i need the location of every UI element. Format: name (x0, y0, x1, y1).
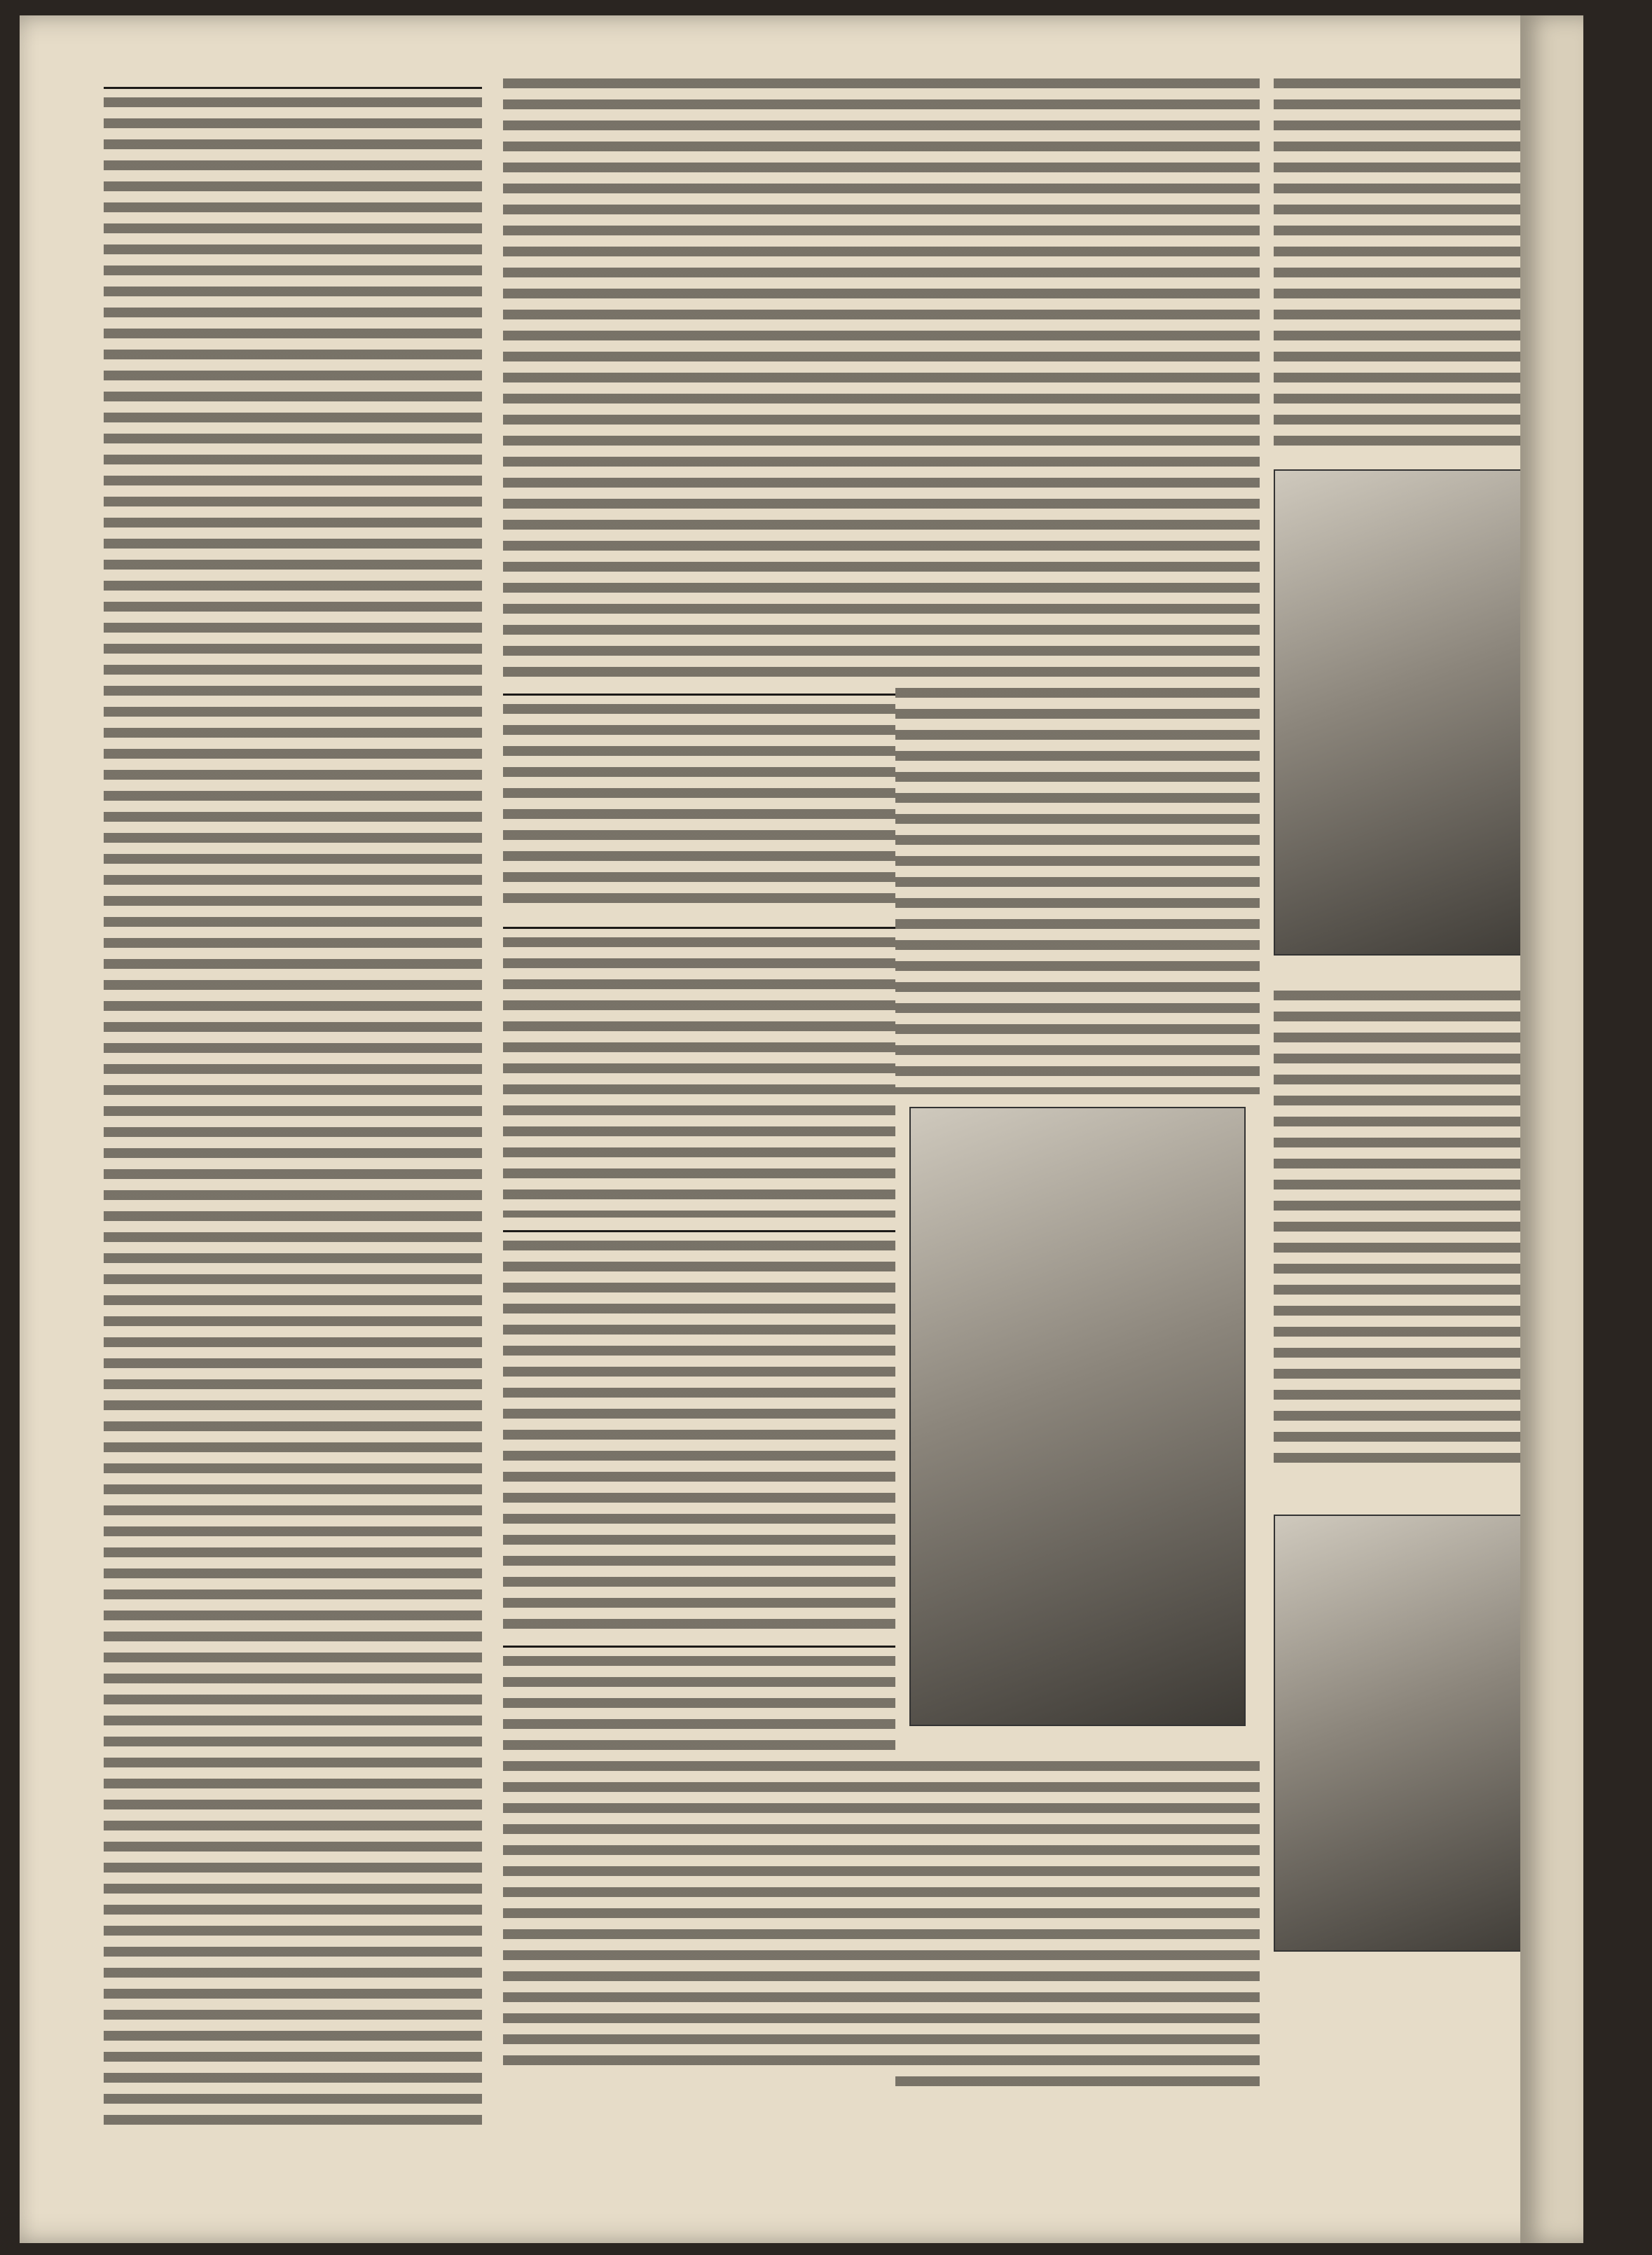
military-radio-box (503, 1241, 895, 1633)
programme-column (503, 78, 895, 2089)
divider (503, 1230, 895, 1232)
photo-caption (895, 1726, 1260, 1761)
divider (104, 87, 482, 89)
divider (503, 1646, 895, 1648)
articles-column (895, 78, 1260, 2110)
page-number (125, 2194, 153, 2229)
second-programme-box (503, 704, 895, 914)
biography-text (895, 1761, 1260, 2097)
programme-text (503, 78, 895, 681)
cantor-photo (909, 1107, 1246, 1726)
bbc-box (503, 1656, 895, 2076)
articles-text (895, 78, 1260, 1094)
newspaper-page (20, 15, 1583, 2243)
schedule-text (104, 97, 482, 2129)
facing-page-edge (1520, 15, 1583, 2243)
radio-schedule-column (104, 78, 482, 2142)
light-programme-box (503, 937, 895, 1218)
divider (503, 694, 895, 696)
divider (503, 927, 895, 929)
